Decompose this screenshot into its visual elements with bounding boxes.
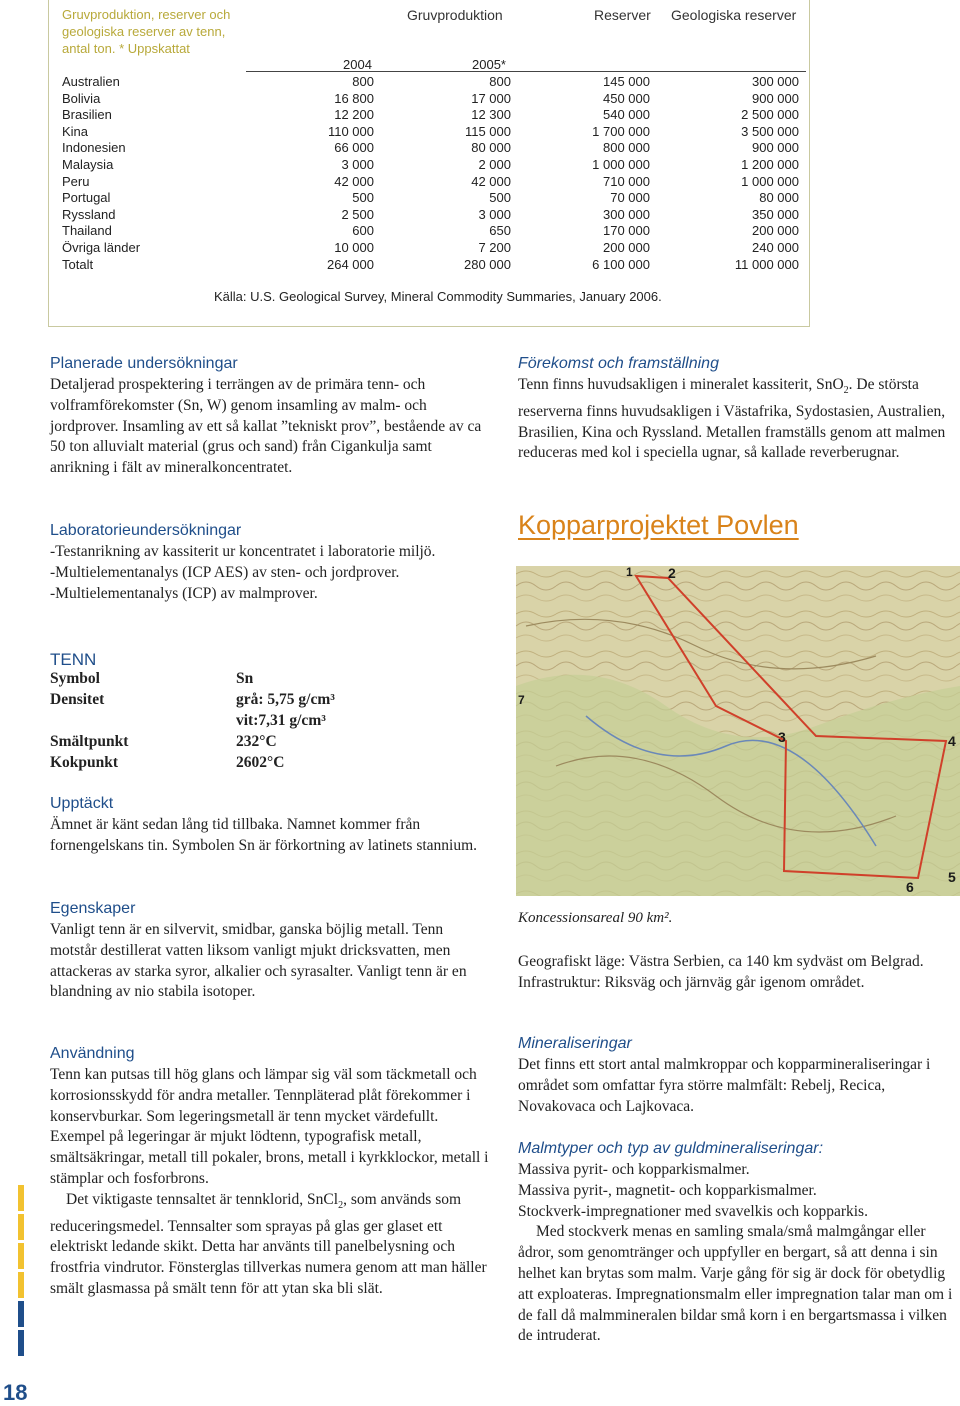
cell-2004: 66 000 bbox=[334, 140, 374, 155]
map-point-6: 6 bbox=[906, 879, 914, 895]
table-row bbox=[0, 257, 960, 273]
cell-geologiska: 1 000 000 bbox=[741, 174, 799, 189]
page-number: 18 bbox=[3, 1380, 28, 1405]
forekomst-text bbox=[518, 375, 948, 464]
section-geografi bbox=[518, 952, 948, 994]
map-graphic bbox=[516, 566, 960, 896]
cell-2004: 500 bbox=[352, 190, 374, 205]
cell-geologiska: 350 000 bbox=[752, 207, 799, 222]
malmtyp-line: Massiva pyrit-, magnetit- och kopparkismalmer. bbox=[518, 1181, 817, 1199]
table-row bbox=[0, 240, 960, 256]
section-egenskaper bbox=[50, 900, 490, 1003]
cell-2005: 800 bbox=[489, 74, 511, 89]
cell-geologiska: 11 000 000 bbox=[734, 257, 799, 272]
cell-reserver: 300 000 bbox=[603, 207, 650, 222]
cell-2004: 2 500 bbox=[341, 207, 374, 222]
value-kokpunkt: 2602°C bbox=[236, 754, 285, 771]
cell-2005: 17 000 bbox=[471, 91, 511, 106]
cell-country: Thailand bbox=[62, 223, 112, 238]
cell-2004: 10 000 bbox=[334, 240, 374, 255]
cell-reserver: 145 000 bbox=[603, 74, 650, 89]
cell-2005: 650 bbox=[489, 223, 511, 238]
heading-egenskaper: Egenskaper bbox=[50, 900, 136, 917]
egenskaper-text: Vanligt tenn är en silvervit, smidbar, ganska böjlig metall. Tenn motstår destillerat vatten liksom vanligt mjukt dricksvatten, men attackeras av starka syror, alkalier och syrasalter. Vanligt tenn är en blandning av nio stabila isotoper. bbox=[50, 921, 467, 1001]
cell-2005: 80 000 bbox=[471, 140, 511, 155]
table-row bbox=[0, 107, 960, 123]
lab-line: -Testanrikning av kassiterit ur koncentratet i laboratorie miljö. bbox=[50, 543, 436, 560]
heading-upptackt: Upptäckt bbox=[50, 795, 114, 812]
cell-2005: 500 bbox=[489, 190, 511, 205]
table-row bbox=[0, 207, 960, 223]
section-malmtyper bbox=[518, 1140, 954, 1347]
mineraliseringar-text: Det finns ett stort antal malmkroppar och kopparmineraliseringar i området som omfattar fyra större malmfält: Rebelj, Recica, Novakovaca och Lajkovaca. bbox=[518, 1056, 931, 1115]
map-point-5: 5 bbox=[948, 869, 956, 885]
anvandning-text-1: Tenn kan putsas till hög glans och lämpar sig väl som täckmetall och korrosionsskydd för andra metaller. Tennpläterad plåt förekommer i konservburkar. Som legeringsmetall är tenn mycket värdefullt. Exempel på legeringar är mjukt lödtenn, typografisk metall, smältsäkringar, metall till pokaler, brons, metall i kyrkklockor, metall i stämplar och fosforbrons. bbox=[50, 1066, 489, 1187]
forekomst-text-b: . De största reserverna finns huvudsakligen i Västafrika, Sydostasien, Australien, Brasilien, Kina och Ryssland. Metallen framställs genom att malmen reduceras med kol i speciella ugnar, så kallade reverberugnar. bbox=[518, 376, 946, 462]
cell-2005: 115 000 bbox=[464, 124, 511, 139]
section-upptackt bbox=[50, 795, 490, 857]
cell-2005: 280 000 bbox=[464, 257, 511, 272]
table-row bbox=[0, 190, 960, 206]
cell-country: Peru bbox=[62, 174, 90, 189]
cell-country: Övriga länder bbox=[62, 240, 141, 255]
heading-malmtyper: Malmtyper och typ av guldmineraliseringar: bbox=[518, 1140, 824, 1157]
anvandning-text-2b: , som används som reduceringsmedel. Tennsalter som sprayas på glas ger glaset ett elektriskt ledande skikt. Detta har använts till panelbelysning och frostfria vindrutor. Fönsterglas tillverkas numera genom att man häller smält glasmassa på smält tenn för att ytan ska bli slät. bbox=[50, 1190, 487, 1298]
table-source: Källa: U.S. Geological Survey, Mineral Commodity Summaries, January 2006. bbox=[214, 289, 662, 304]
col-header-geologiska-reserver: Geologiska reserver bbox=[671, 7, 797, 23]
cell-country: Kina bbox=[62, 124, 89, 139]
value-smaltpunkt: 232°C bbox=[236, 733, 277, 750]
cell-country: Ryssland bbox=[62, 207, 116, 222]
infrastruktur: Infrastruktur: Riksväg och järnväg går igenom området. bbox=[518, 973, 865, 991]
map-caption: Koncessionsareal 90 km². bbox=[518, 910, 673, 926]
map-point-3: 3 bbox=[778, 729, 786, 745]
cell-geologiska: 80 000 bbox=[759, 190, 799, 205]
malmtyper-text: Med stockverk menas en samling smala/små malmgångar eller ådror, som genomtränger och uppfyller en bergart, så att denna i sin helhet kan brytas som malm. Varje gång för sig är dock för obetydlig att exploateras. Impregnationsmalm eller impregnation talar man om i de fall då malmmineralen bildar små korn i en bergartsmassa i vilken de intruderat. bbox=[518, 1223, 953, 1345]
table-caption: Gruvproduktion, reserver och geologiska reserver av tenn, antal ton. * Uppskattat bbox=[62, 7, 231, 56]
table-row bbox=[0, 91, 960, 107]
cell-country: Indonesien bbox=[62, 140, 126, 155]
malmtyp-line: Massiva pyrit- och kopparkismalmer. bbox=[518, 1161, 750, 1178]
side-bar-yellow bbox=[18, 1272, 24, 1298]
side-bar-blue bbox=[18, 1301, 24, 1327]
cell-reserver: 540 000 bbox=[603, 107, 650, 122]
cell-geologiska: 3 500 000 bbox=[741, 124, 799, 139]
anvandning-text-2 bbox=[50, 1190, 490, 1300]
side-bar-blue bbox=[18, 1330, 24, 1356]
map-point-4: 4 bbox=[948, 733, 956, 749]
heading-mineraliseringar: Mineraliseringar bbox=[518, 1035, 632, 1052]
side-bar-yellow bbox=[18, 1243, 24, 1269]
cell-2005: 7 200 bbox=[478, 240, 511, 255]
label-kokpunkt: Kokpunkt bbox=[50, 754, 119, 771]
section-forekomst bbox=[518, 355, 948, 464]
cell-reserver: 800 000 bbox=[603, 140, 650, 155]
cell-geologiska: 300 000 bbox=[752, 74, 799, 89]
cell-country: Australien bbox=[62, 74, 120, 89]
section-mineraliseringar bbox=[518, 1035, 954, 1117]
forekomst-text-a: Tenn finns huvudsakligen i mineralet kassiterit, SnO bbox=[518, 376, 844, 393]
cell-geologiska: 200 000 bbox=[752, 223, 799, 238]
cell-reserver: 170 000 bbox=[603, 223, 650, 238]
side-bar-yellow bbox=[18, 1214, 24, 1240]
table-row bbox=[0, 74, 960, 90]
map-point-1: 1 bbox=[626, 566, 633, 579]
cell-reserver: 200 000 bbox=[603, 240, 650, 255]
label-symbol: Symbol bbox=[50, 670, 100, 687]
cell-reserver: 710 000 bbox=[603, 174, 650, 189]
map-point-2: 2 bbox=[668, 566, 676, 581]
cell-geologiska: 900 000 bbox=[752, 140, 799, 155]
table-row bbox=[0, 140, 960, 156]
col-header-2004: 2004 bbox=[343, 57, 372, 72]
cell-geologiska: 240 000 bbox=[752, 240, 799, 255]
lab-line: -Multielementanalys (ICP) av malmprover. bbox=[50, 584, 318, 602]
col-header-2005: 2005* bbox=[472, 57, 506, 72]
cell-country: Bolivia bbox=[62, 91, 101, 106]
side-bar-yellow bbox=[18, 1185, 24, 1211]
table-row bbox=[0, 174, 960, 190]
cell-2004: 16 800 bbox=[334, 91, 374, 106]
value-symbol: Sn bbox=[236, 670, 254, 687]
heading-anvandning: Användning bbox=[50, 1045, 135, 1062]
cell-2005: 3 000 bbox=[478, 207, 511, 222]
cell-reserver: 450 000 bbox=[603, 91, 650, 106]
label-smaltpunkt: Smältpunkt bbox=[50, 733, 129, 750]
value-densitet-vit: vit:7,31 g/cm³ bbox=[236, 712, 326, 729]
heading-planerade: Planerade undersökningar bbox=[50, 355, 238, 372]
label-densitet: Densitet bbox=[50, 691, 105, 708]
col-header-reserver: Reserver bbox=[594, 7, 651, 23]
cell-2005: 2 000 bbox=[478, 157, 511, 172]
map-point-7: 7 bbox=[518, 693, 525, 707]
cell-2004: 264 000 bbox=[327, 257, 374, 272]
heading-forekomst: Förekomst och framställning bbox=[518, 355, 719, 372]
cell-reserver: 6 100 000 bbox=[592, 257, 650, 272]
geografiskt-lage: Geografiskt läge: Västra Serbien, ca 140 km sydväst om Belgrad. bbox=[518, 953, 924, 970]
section-anvandning bbox=[50, 1045, 490, 1300]
anvandning-text-2a: Det viktigaste tennsaltet är tennklorid, SnCl bbox=[66, 1190, 339, 1208]
cell-geologiska: 900 000 bbox=[752, 91, 799, 106]
cell-2004: 3 000 bbox=[341, 157, 374, 172]
planerade-text: Detaljerad prospektering i terrängen av de primära tenn- och volframförekomster (Sn, W) genom insamling av malm- och jordprover. Insamling av ett så kallat ”tekniskt prov”, bestående av ca 50 ton alluvialt material (grus och sand) från Cigankulja samt anrikning i fält av mineralkoncentratet. bbox=[50, 376, 482, 477]
cell-geologiska: 1 200 000 bbox=[741, 157, 799, 172]
malmtyp-line: Stockverk-impregnationer med svavelkis och kopparkis. bbox=[518, 1202, 868, 1220]
lab-line: -Multielementanalys (ICP AES) av sten- och jordprover. bbox=[50, 563, 400, 581]
concession-map bbox=[516, 566, 960, 896]
table-row bbox=[0, 223, 960, 239]
upptackt-text: Ämnet är känt sedan lång tid tillbaka. Namnet kommer från fornengelskans tin. Symbolen Sn är förkortning av latinets stannium. bbox=[50, 816, 478, 854]
heading-kopparprojektet: Kopparprojektet Povlen bbox=[518, 510, 799, 540]
cell-reserver: 70 000 bbox=[610, 190, 650, 205]
section-planerade bbox=[50, 355, 495, 479]
cell-2005: 42 000 bbox=[471, 174, 511, 189]
table-row bbox=[0, 124, 960, 140]
table-row bbox=[0, 157, 960, 173]
cell-country: Malaysia bbox=[62, 157, 114, 172]
cell-2005: 12 300 bbox=[471, 107, 511, 122]
cell-country: Totalt bbox=[62, 257, 94, 272]
cell-geologiska: 2 500 000 bbox=[741, 107, 799, 122]
header-rule bbox=[246, 71, 806, 72]
cell-2004: 800 bbox=[352, 74, 374, 89]
cell-2004: 110 000 bbox=[327, 124, 374, 139]
value-densitet-gra: grå: 5,75 g/cm³ bbox=[236, 691, 335, 708]
cell-country: Brasilien bbox=[62, 107, 112, 122]
heading-tenn: TENN bbox=[50, 650, 97, 669]
cell-reserver: 1 000 000 bbox=[592, 157, 650, 172]
cell-reserver: 1 700 000 bbox=[592, 124, 650, 139]
cell-2004: 12 200 bbox=[334, 107, 374, 122]
forekomst-sub: 2 bbox=[843, 385, 849, 397]
col-header-gruvproduktion: Gruvproduktion bbox=[407, 7, 503, 23]
section-laboratorie bbox=[50, 522, 495, 604]
heading-laboratorie: Laboratorieundersökningar bbox=[50, 522, 242, 539]
cell-country: Portugal bbox=[62, 190, 111, 205]
anvandning-sub: 2 bbox=[338, 1199, 344, 1211]
cell-2004: 600 bbox=[352, 223, 374, 238]
cell-2004: 42 000 bbox=[334, 174, 374, 189]
